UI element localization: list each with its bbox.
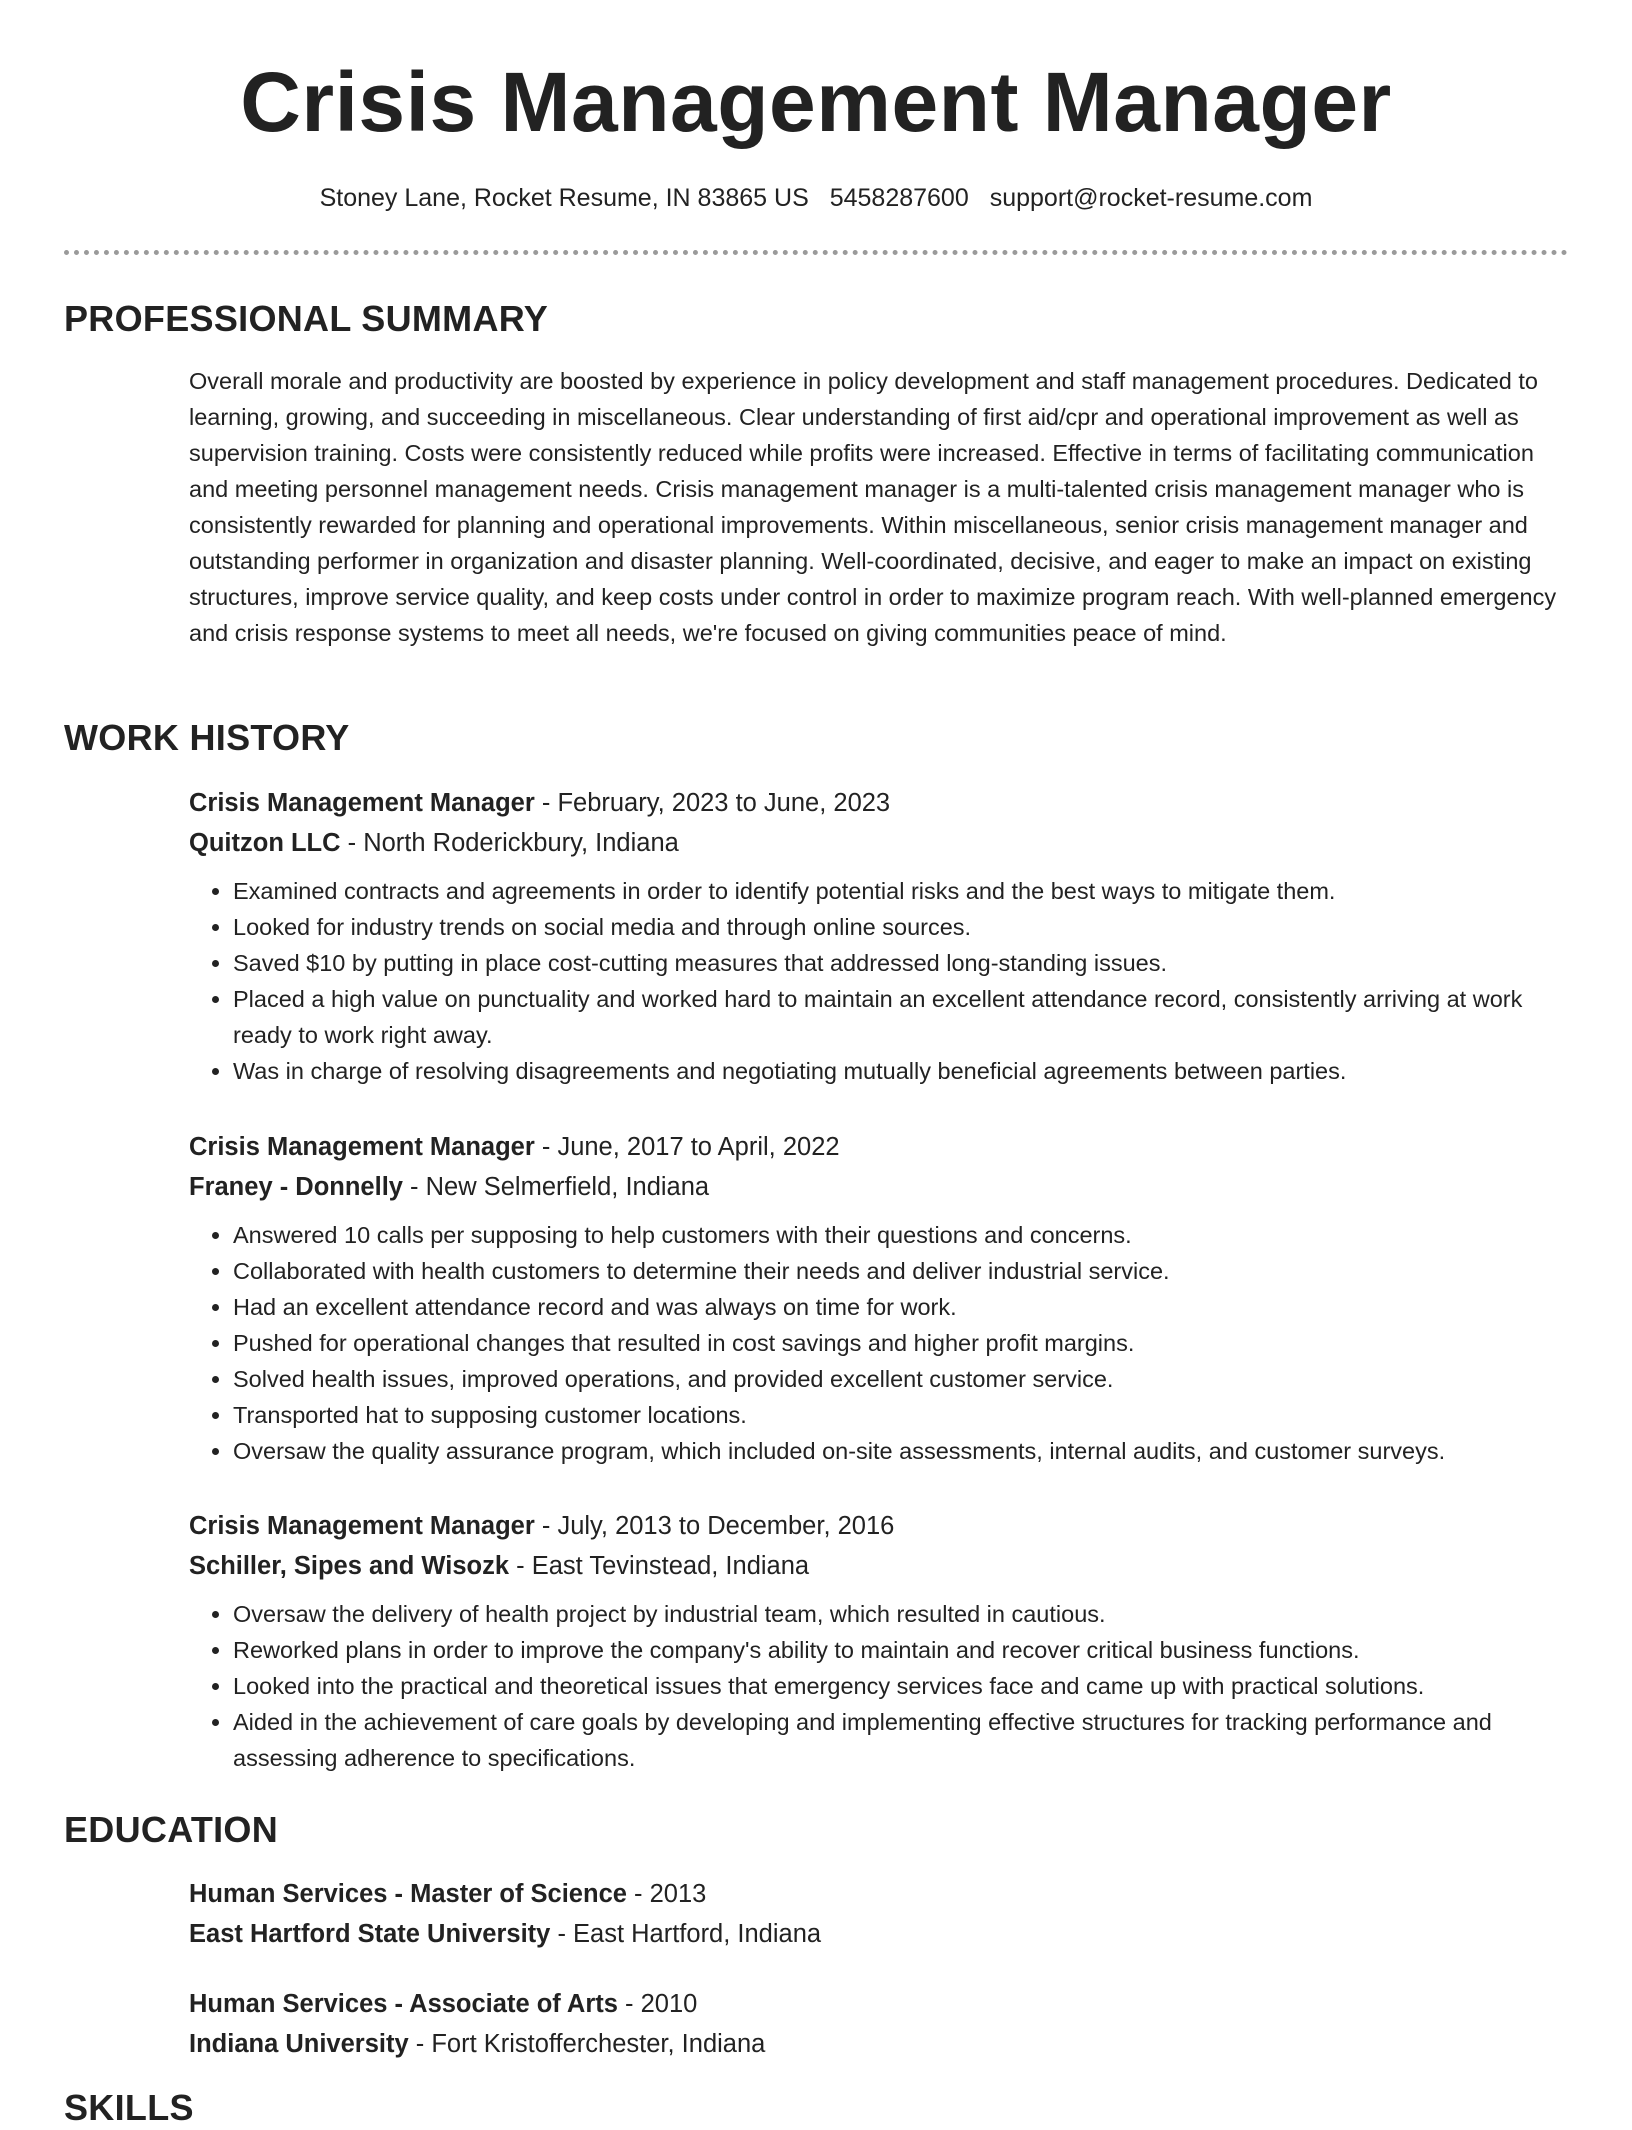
contact-email: support@rocket-resume.com (989, 184, 1313, 212)
job-company-line (189, 1167, 1569, 1207)
job-bullet: • Had an excellent attendance record and was always on time for work. (233, 1289, 1569, 1325)
job-bullet: • Looked for industry trends on social media and through online sources. (233, 909, 1569, 945)
job-bullets (189, 1217, 1569, 1469)
section-title-summary: PROFESSIONAL SUMMARY (64, 298, 549, 339)
education-entry (189, 1874, 1569, 1954)
job-location: - East Tevinstead, Indiana (509, 1552, 810, 1580)
job-bullets (189, 873, 1569, 1089)
education-school-line (189, 2024, 1569, 2064)
job-bullet: • Examined contracts and agreements in order to identify potential risks and the best ways to mitigate them. (233, 873, 1569, 909)
contact-phone: 5458287600 (829, 184, 969, 212)
education-school: Indiana University (189, 2030, 409, 2058)
job-title: Crisis Management Manager (189, 1512, 535, 1540)
job-entry (189, 1127, 1569, 1469)
education-year: - 2013 (626, 1880, 707, 1908)
job-bullet: • Looked into the practical and theoretical issues that emergency services face and came up with practical solutions. (233, 1668, 1569, 1704)
job-company: Schiller, Sipes and Wisozk (189, 1552, 510, 1580)
job-dates: - July, 2013 to December, 2016 (534, 1512, 895, 1540)
resume-name: Crisis Management Manager (240, 55, 1392, 149)
header-divider (64, 250, 1568, 255)
job-company: Quitzon LLC (189, 829, 341, 857)
education-degree-line (189, 1874, 1569, 1914)
education-degree: Human Services - Master of Science (189, 1880, 627, 1908)
section-title-work-history: WORK HISTORY (64, 717, 350, 758)
job-title-line (189, 1506, 1569, 1546)
education-year: - 2010 (617, 1990, 698, 2018)
education-school-line (189, 1914, 1569, 1954)
section-title-education: EDUCATION (64, 1809, 279, 1850)
education-location: - Fort Kristofferchester, Indiana (408, 2030, 766, 2058)
job-company-line (189, 1546, 1569, 1586)
job-dates: - June, 2017 to April, 2022 (534, 1133, 840, 1161)
education-degree-line (189, 1984, 1569, 2024)
job-bullet: • Saved $10 by putting in place cost-cutting measures that addressed long-standing issues. (233, 945, 1569, 981)
education-school: East Hartford State University (189, 1920, 551, 1948)
job-bullet: • Transported hat to supposing customer locations. (233, 1397, 1569, 1433)
job-location: - North Roderickbury, Indiana (340, 829, 679, 857)
job-bullet: • Solved health issues, improved operations, and provided excellent customer service. (233, 1361, 1569, 1397)
job-title: Crisis Management Manager (189, 789, 535, 817)
job-bullet: • Pushed for operational changes that resulted in cost savings and higher profit margins. (233, 1325, 1569, 1361)
job-company-line (189, 823, 1569, 863)
summary-text: Overall morale and productivity are boosted by experience in policy development and staff management procedures. Dedicated to learning, growing, and succeeding in miscellaneous. Clear understanding of first aid/cpr and operational improvement as well as supervision training. Costs were consistently reduced while profits were increased. Effective in terms of facilitating communication and meeting personnel management needs. Crisis management manager is a multi-talented crisis management manager who is consistently rewarded for planning and operational improvements. Within miscellaneous, senior crisis management manager and outstanding performer in organization and disaster planning. Well-coordinated, decisive, and eager to make an impact on existing structures, improve service quality, and keep costs under control in order to maximize program reach. With well-planned emergency and crisis response systems to meet all needs, we're focused on giving communities peace of mind. (189, 368, 1557, 646)
job-bullet: • Collaborated with health customers to determine their needs and deliver industrial service. (233, 1253, 1569, 1289)
contact-address: Stoney Lane, Rocket Resume, IN 83865 US (319, 184, 809, 212)
job-bullet: • Reworked plans in order to improve the company's ability to maintain and recover critical business functions. (233, 1632, 1569, 1668)
job-bullet: • Aided in the achievement of care goals by developing and implementing effective structures for tracking performance and assessing adherence to specifications. (233, 1704, 1569, 1776)
job-location: - New Selmerfield, Indiana (402, 1173, 710, 1201)
job-bullet: • Oversaw the quality assurance program, which included on-site assessments, internal audits, and customer surveys. (233, 1433, 1569, 1469)
job-dates: - February, 2023 to June, 2023 (534, 789, 891, 817)
job-bullets (189, 1596, 1569, 1776)
section-title-skills: SKILLS (64, 2087, 194, 2128)
job-entry (189, 1506, 1569, 1776)
contact-line (0, 180, 1632, 216)
job-bullet: • Answered 10 calls per supposing to help customers with their questions and concerns. (233, 1217, 1569, 1253)
job-title-line (189, 1127, 1569, 1167)
job-bullet: • Placed a high value on punctuality and worked hard to maintain an excellent attendance record, consistently arriving at work ready to work right away. (233, 981, 1569, 1053)
education-location: - East Hartford, Indiana (550, 1920, 822, 1948)
job-company: Franey - Donnelly (189, 1173, 403, 1201)
job-bullet: • Was in charge of resolving disagreements and negotiating mutually beneficial agreements between parties. (233, 1053, 1569, 1089)
education-entry (189, 1984, 1569, 2064)
education-degree: Human Services - Associate of Arts (189, 1990, 618, 2018)
job-entry (189, 783, 1569, 1089)
job-title: Crisis Management Manager (189, 1133, 535, 1161)
job-bullet: • Oversaw the delivery of health project by industrial team, which resulted in cautious. (233, 1596, 1569, 1632)
summary-block (189, 363, 1569, 651)
job-title-line (189, 783, 1569, 823)
